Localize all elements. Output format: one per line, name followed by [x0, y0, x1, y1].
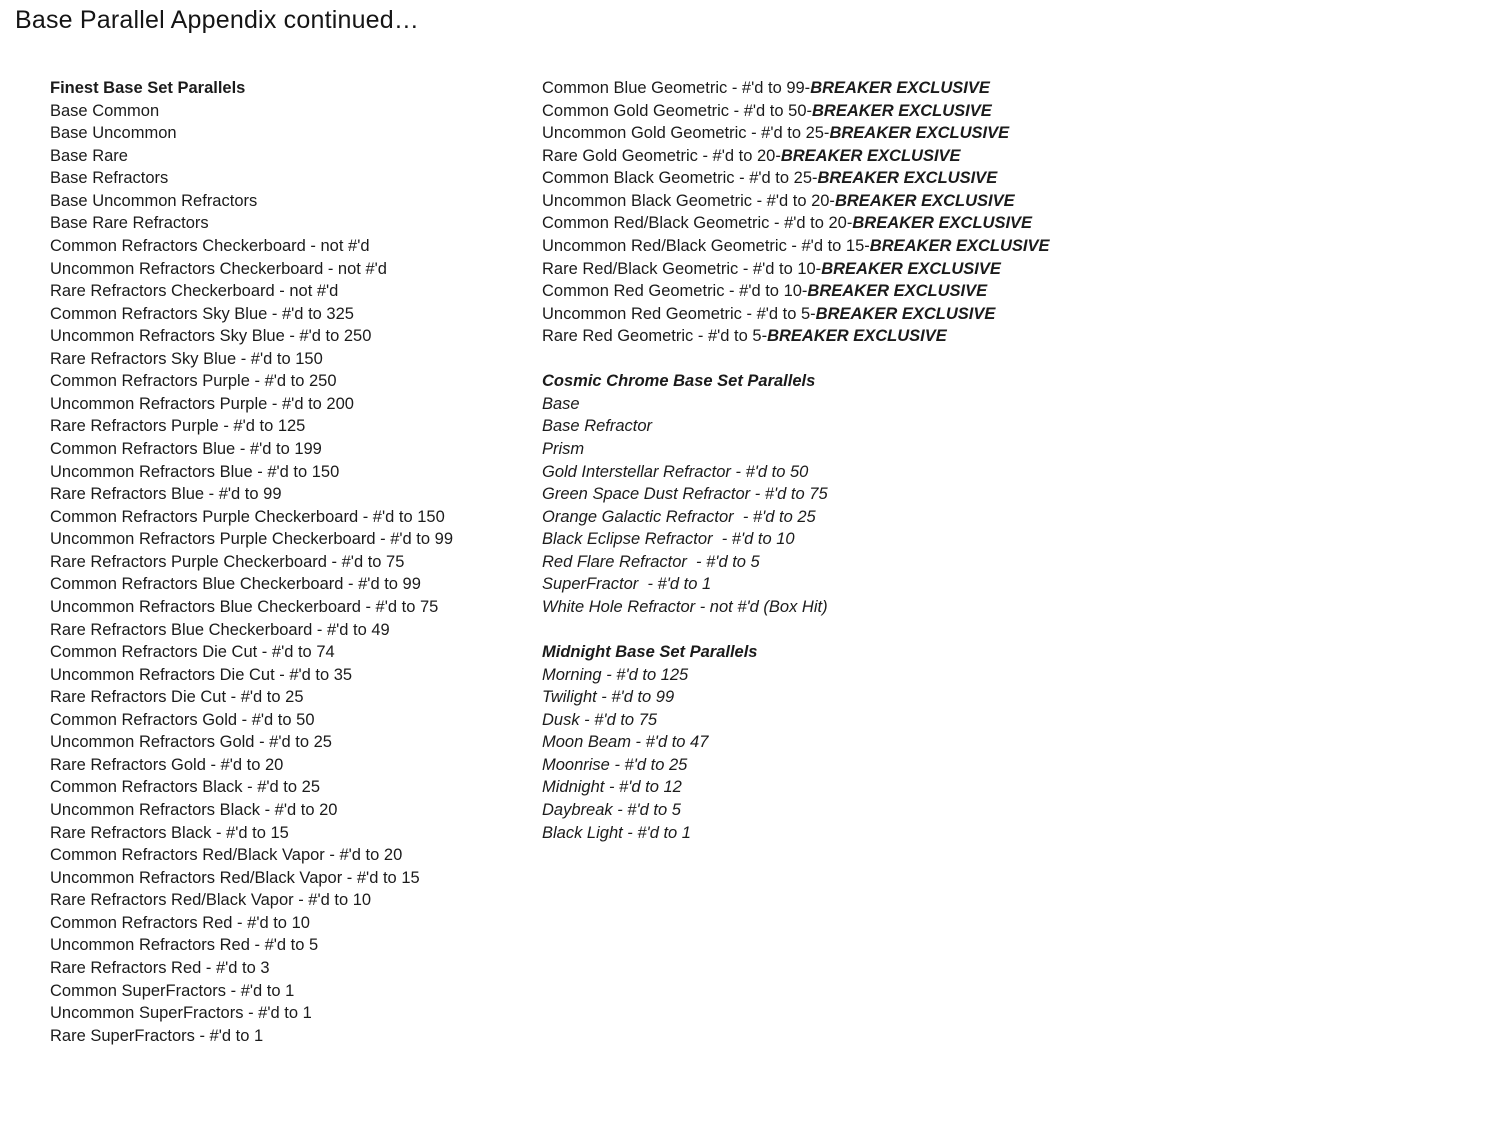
- list-item: White Hole Refractor - not #'d (Box Hit): [542, 597, 828, 616]
- list-item: Orange Galactic Refractor - #'d to 25: [542, 507, 816, 526]
- right-column: [542, 77, 1162, 844]
- list-item: Rare Refractors Checkerboard - not #'d: [50, 282, 339, 301]
- list-item: [542, 122, 1162, 145]
- list-item: Rare Refractors Sky Blue - #'d to 150: [50, 349, 323, 368]
- item-text: Rare Gold Geometric - #'d to 20-: [542, 146, 781, 165]
- list-item: Black Light - #'d to 1: [542, 823, 691, 842]
- list-item: [542, 190, 1162, 213]
- list-item: Base Common: [50, 101, 160, 120]
- list-item: Common Refractors Blue - #'d to 199: [50, 440, 322, 458]
- list-item: [542, 235, 1162, 258]
- list-item: Daybreak - #'d to 5: [542, 801, 681, 819]
- finest-base-set-list: [50, 100, 540, 1048]
- list-item: Morning - #'d to 125: [542, 665, 689, 684]
- list-item: Uncommon Refractors Blue - #'d to 150: [50, 462, 340, 481]
- list-item: Common SuperFractors - #'d to 1: [50, 981, 295, 1000]
- item-text: Common Red Geometric - #'d to 10-: [542, 282, 808, 301]
- list-item: Rare Refractors Blue Checkerboard - #'d to 49: [50, 620, 390, 639]
- list-item: Common Refractors Sky Blue - #'d to 325: [50, 304, 354, 323]
- list-item: Dusk - #'d to 75: [542, 710, 658, 729]
- list-item: Rare Refractors Gold - #'d to 20: [50, 755, 284, 774]
- item-text: Common Black Geometric - #'d to 25-: [542, 169, 818, 188]
- list-item: [542, 325, 1162, 348]
- list-item: Base Refractors: [50, 169, 169, 188]
- list-item: Base Uncommon: [50, 124, 177, 143]
- list-item: Base Rare: [50, 146, 128, 165]
- finest-base-set-column: [50, 77, 540, 1047]
- list-item: [542, 145, 1162, 168]
- midnight-list: [542, 664, 1162, 845]
- list-item: Twilight - #'d to 99: [542, 688, 675, 707]
- item-text: Uncommon Red/Black Geometric - #'d to 15-: [542, 236, 870, 255]
- list-item: Common Refractors Die Cut - #'d to 74: [50, 643, 335, 662]
- list-item: Common Refractors Purple - #'d to 250: [50, 372, 337, 391]
- page-title: Base Parallel Appendix continued…: [15, 6, 420, 34]
- list-item: Rare Refractors Black - #'d to 15: [50, 823, 289, 842]
- breaker-exclusive-label: BREAKER EXCLUSIVE: [852, 214, 1033, 233]
- list-item: [542, 280, 1162, 303]
- breaker-exclusive-label: BREAKER EXCLUSIVE: [810, 79, 990, 97]
- list-item: Base Refractor: [542, 417, 653, 436]
- blank-line: [542, 619, 1162, 642]
- list-item: [542, 77, 1162, 100]
- item-text: Uncommon Black Geometric - #'d to 20-: [542, 191, 835, 210]
- list-item: [542, 212, 1162, 235]
- list-item: Midnight - #'d to 12: [542, 778, 682, 797]
- list-item: [542, 303, 1162, 326]
- list-item: Red Flare Refractor - #'d to 5: [542, 552, 760, 571]
- list-item: Uncommon Refractors Blue Checkerboard - #'d to 75: [50, 597, 439, 616]
- list-item: Uncommon Refractors Sky Blue - #'d to 250: [50, 327, 372, 346]
- geometric-parallels-list: [542, 77, 1162, 348]
- breaker-exclusive-label: BREAKER EXCLUSIVE: [767, 327, 947, 346]
- breaker-exclusive-label: BREAKER EXCLUSIVE: [821, 259, 1001, 278]
- list-item: Uncommon Refractors Die Cut - #'d to 35: [50, 665, 353, 684]
- list-item: Moon Beam - #'d to 47: [542, 733, 709, 752]
- list-item: Moonrise - #'d to 25: [542, 755, 688, 774]
- list-item: Rare SuperFractors - #'d to 1: [50, 1026, 264, 1045]
- list-item: Rare Refractors Purple Checkerboard - #'d to 75: [50, 552, 405, 571]
- list-item: Rare Refractors Die Cut - #'d to 25: [50, 688, 304, 707]
- breaker-exclusive-label: BREAKER EXCLUSIVE: [807, 282, 988, 301]
- list-item: Common Refractors Black - #'d to 25: [50, 778, 321, 797]
- list-item: Uncommon Refractors Gold - #'d to 25: [50, 733, 332, 752]
- list-item: Prism: [542, 440, 585, 458]
- cosmic-chrome-header: Cosmic Chrome Base Set Parallels: [542, 372, 816, 391]
- item-text: Common Red/Black Geometric - #'d to 20-: [542, 214, 853, 233]
- cosmic-chrome-list: [542, 393, 1162, 619]
- finest-base-set-header: Finest Base Set Parallels: [50, 79, 246, 97]
- list-item: Base: [542, 394, 580, 413]
- list-item: [542, 100, 1162, 123]
- list-item: Uncommon Refractors Black - #'d to 20: [50, 801, 338, 819]
- breaker-exclusive-label: BREAKER EXCLUSIVE: [829, 124, 1010, 143]
- list-item: Uncommon Refractors Checkerboard - not #'d: [50, 259, 387, 278]
- breaker-exclusive-label: BREAKER EXCLUSIVE: [817, 169, 998, 188]
- list-item: Uncommon Refractors Red - #'d to 5: [50, 936, 319, 955]
- list-item: Common Refractors Red - #'d to 10: [50, 913, 310, 932]
- list-item: Rare Refractors Red - #'d to 3: [50, 958, 270, 977]
- list-item: Rare Refractors Blue - #'d to 99: [50, 485, 282, 504]
- blank-line: [542, 348, 1162, 371]
- list-item: Uncommon Refractors Purple Checkerboard - #'d to 99: [50, 530, 454, 549]
- list-item: [542, 167, 1162, 190]
- item-text: Common Gold Geometric - #'d to 50-: [542, 101, 813, 120]
- item-text: Common Blue Geometric - #'d to 99-: [542, 79, 811, 97]
- list-item: Uncommon Refractors Purple - #'d to 200: [50, 394, 354, 413]
- breaker-exclusive-label: BREAKER EXCLUSIVE: [815, 304, 996, 323]
- list-item: Common Refractors Checkerboard - not #'d: [50, 236, 370, 255]
- list-item: [542, 258, 1162, 281]
- midnight-header: Midnight Base Set Parallels: [542, 643, 758, 662]
- list-item: Common Refractors Gold - #'d to 50: [50, 710, 315, 729]
- item-text: Rare Red/Black Geometric - #'d to 10-: [542, 259, 822, 278]
- list-item: Common Refractors Purple Checkerboard - #'d to 150: [50, 507, 445, 526]
- item-text: Rare Red Geometric - #'d to 5-: [542, 327, 768, 346]
- list-item: Gold Interstellar Refractor - #'d to 50: [542, 462, 809, 481]
- item-text: Uncommon Red Geometric - #'d to 5-: [542, 304, 816, 323]
- list-item: Rare Refractors Red/Black Vapor - #'d to 10: [50, 891, 372, 910]
- list-item: Rare Refractors Purple - #'d to 125: [50, 417, 306, 436]
- list-item: Green Space Dust Refractor - #'d to 75: [542, 485, 828, 504]
- list-item: Common Refractors Red/Black Vapor - #'d to 20: [50, 846, 403, 865]
- breaker-exclusive-label: BREAKER EXCLUSIVE: [780, 146, 961, 165]
- list-item: Uncommon SuperFractors - #'d to 1: [50, 1004, 312, 1023]
- list-item: Common Refractors Blue Checkerboard - #'d to 99: [50, 575, 421, 594]
- list-item: SuperFractor - #'d to 1: [542, 575, 712, 594]
- item-text: Uncommon Gold Geometric - #'d to 25-: [542, 124, 830, 143]
- list-item: Base Uncommon Refractors: [50, 191, 258, 210]
- breaker-exclusive-label: BREAKER EXCLUSIVE: [812, 101, 992, 120]
- list-item: Uncommon Refractors Red/Black Vapor - #'d to 15: [50, 868, 420, 887]
- breaker-exclusive-label: BREAKER EXCLUSIVE: [869, 236, 1050, 255]
- breaker-exclusive-label: BREAKER EXCLUSIVE: [834, 191, 1015, 210]
- list-item: Black Eclipse Refractor - #'d to 10: [542, 530, 795, 549]
- list-item: Base Rare Refractors: [50, 214, 209, 233]
